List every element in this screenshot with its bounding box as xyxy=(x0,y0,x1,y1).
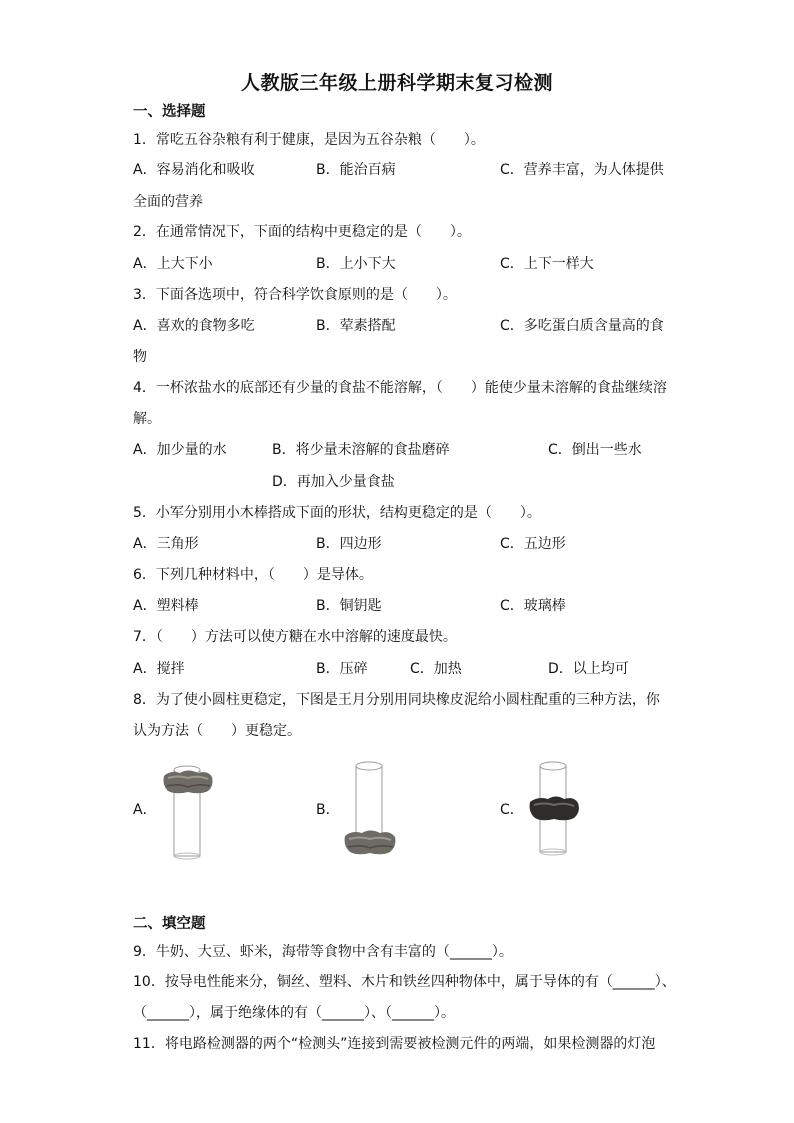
question-4-stem-continued: 解。 xyxy=(133,411,161,427)
question-11-stem: 11．将电路检测器的两个“检测头”连接到需要被检测元件的两端，如果检测器的灯泡 xyxy=(133,1036,656,1052)
question-5-stem: 5．小军分别用小木棒搭成下面的形状，结构更稳定的是（ ）。 xyxy=(133,505,541,521)
question-2-stem: 2．在通常情况下，下面的结构中更稳定的是（ ）。 xyxy=(133,224,471,240)
question-4-option-c: C．倒出一些水 xyxy=(548,442,642,458)
question-10-stem-continued: （______），属于绝缘体的有（______）、（______）。 xyxy=(133,1005,455,1021)
question-10-stem: 10．按导电性能来分，铜丝、塑料、木片和铁丝四种物体中，属于导体的有（______）、 xyxy=(133,974,676,990)
cylinder-clay-bottom-figure xyxy=(340,760,400,860)
question-6-option-b: B．铜钥匙 xyxy=(316,598,382,614)
question-4-option-b: B．将少量未溶解的食盐磨碎 xyxy=(272,442,450,458)
question-8-option-c: C． xyxy=(500,802,524,818)
question-3-option-c-continued: 物 xyxy=(133,349,147,365)
question-7-option-d: D．以上均可 xyxy=(548,661,629,677)
question-6-stem: 6．下列几种材料中，（ ）是导体。 xyxy=(133,567,373,583)
question-2-option-b: B．上小下大 xyxy=(316,256,396,272)
question-5-option-a: A．三角形 xyxy=(133,536,199,552)
question-6-option-a: A．塑料棒 xyxy=(133,598,199,614)
cylinder-clay-middle-figure xyxy=(526,760,586,860)
question-8-option-b: B． xyxy=(316,802,340,818)
question-3-option-b: B．荤素搭配 xyxy=(316,318,396,334)
question-3-stem: 3．下面各选项中，符合科学饮食原则的是（ ）。 xyxy=(133,287,457,303)
question-6-option-c: C．玻璃棒 xyxy=(500,598,566,614)
question-4-option-a: A．加少量的水 xyxy=(133,442,227,458)
question-3-option-c: C．多吃蛋白质含量高的食 xyxy=(500,318,664,334)
question-1-option-b: B．能治百病 xyxy=(316,162,396,178)
question-3-option-a: A．喜欢的食物多吃 xyxy=(133,318,255,334)
question-9-stem: 9．牛奶、大豆、虾米，海带等食物中含有丰富的（______）。 xyxy=(133,944,513,960)
question-2-option-c: C．上下一样大 xyxy=(500,256,594,272)
question-7-option-a: A．搅拌 xyxy=(133,661,185,677)
question-1-stem: 1．常吃五谷杂粮有利于健康，是因为五谷杂粮（ ）。 xyxy=(133,132,485,148)
question-4-option-d: D．再加入少量食盐 xyxy=(272,474,395,490)
question-8-stem-continued: 认为方法（ ）更稳定。 xyxy=(133,723,301,739)
section-heading-fill: 二、填空题 xyxy=(133,916,206,932)
question-1-option-c: C．营养丰富，为人体提供 xyxy=(500,162,664,178)
section-heading-choice: 一、选择题 xyxy=(133,104,206,120)
question-5-option-b: B．四边形 xyxy=(316,536,382,552)
question-1-option-a: A．容易消化和吸收 xyxy=(133,162,255,178)
question-7-option-b: B．压碎 xyxy=(316,661,368,677)
question-4-stem: 4．一杯浓盐水的底部还有少量的食盐不能溶解，（ ）能使少量未溶解的食盐继续溶 xyxy=(133,380,667,396)
cylinder-clay-top-figure xyxy=(158,762,218,862)
question-1-option-c-continued: 全面的营养 xyxy=(133,194,203,210)
question-8-option-a: A． xyxy=(133,802,157,818)
page-title: 人教版三年级上册科学期末复习检测 xyxy=(240,72,553,94)
question-2-option-a: A．上大下小 xyxy=(133,256,213,272)
question-7-option-c: C．加热 xyxy=(410,661,462,677)
question-8-stem: 8．为了使小圆柱更稳定，下图是王月分别用同块橡皮泥给小圆柱配重的三种方法，你 xyxy=(133,692,660,708)
question-5-option-c: C．五边形 xyxy=(500,536,566,552)
question-7-stem: 7．（ ）方法可以使方糖在水中溶解的速度最快。 xyxy=(133,629,457,645)
